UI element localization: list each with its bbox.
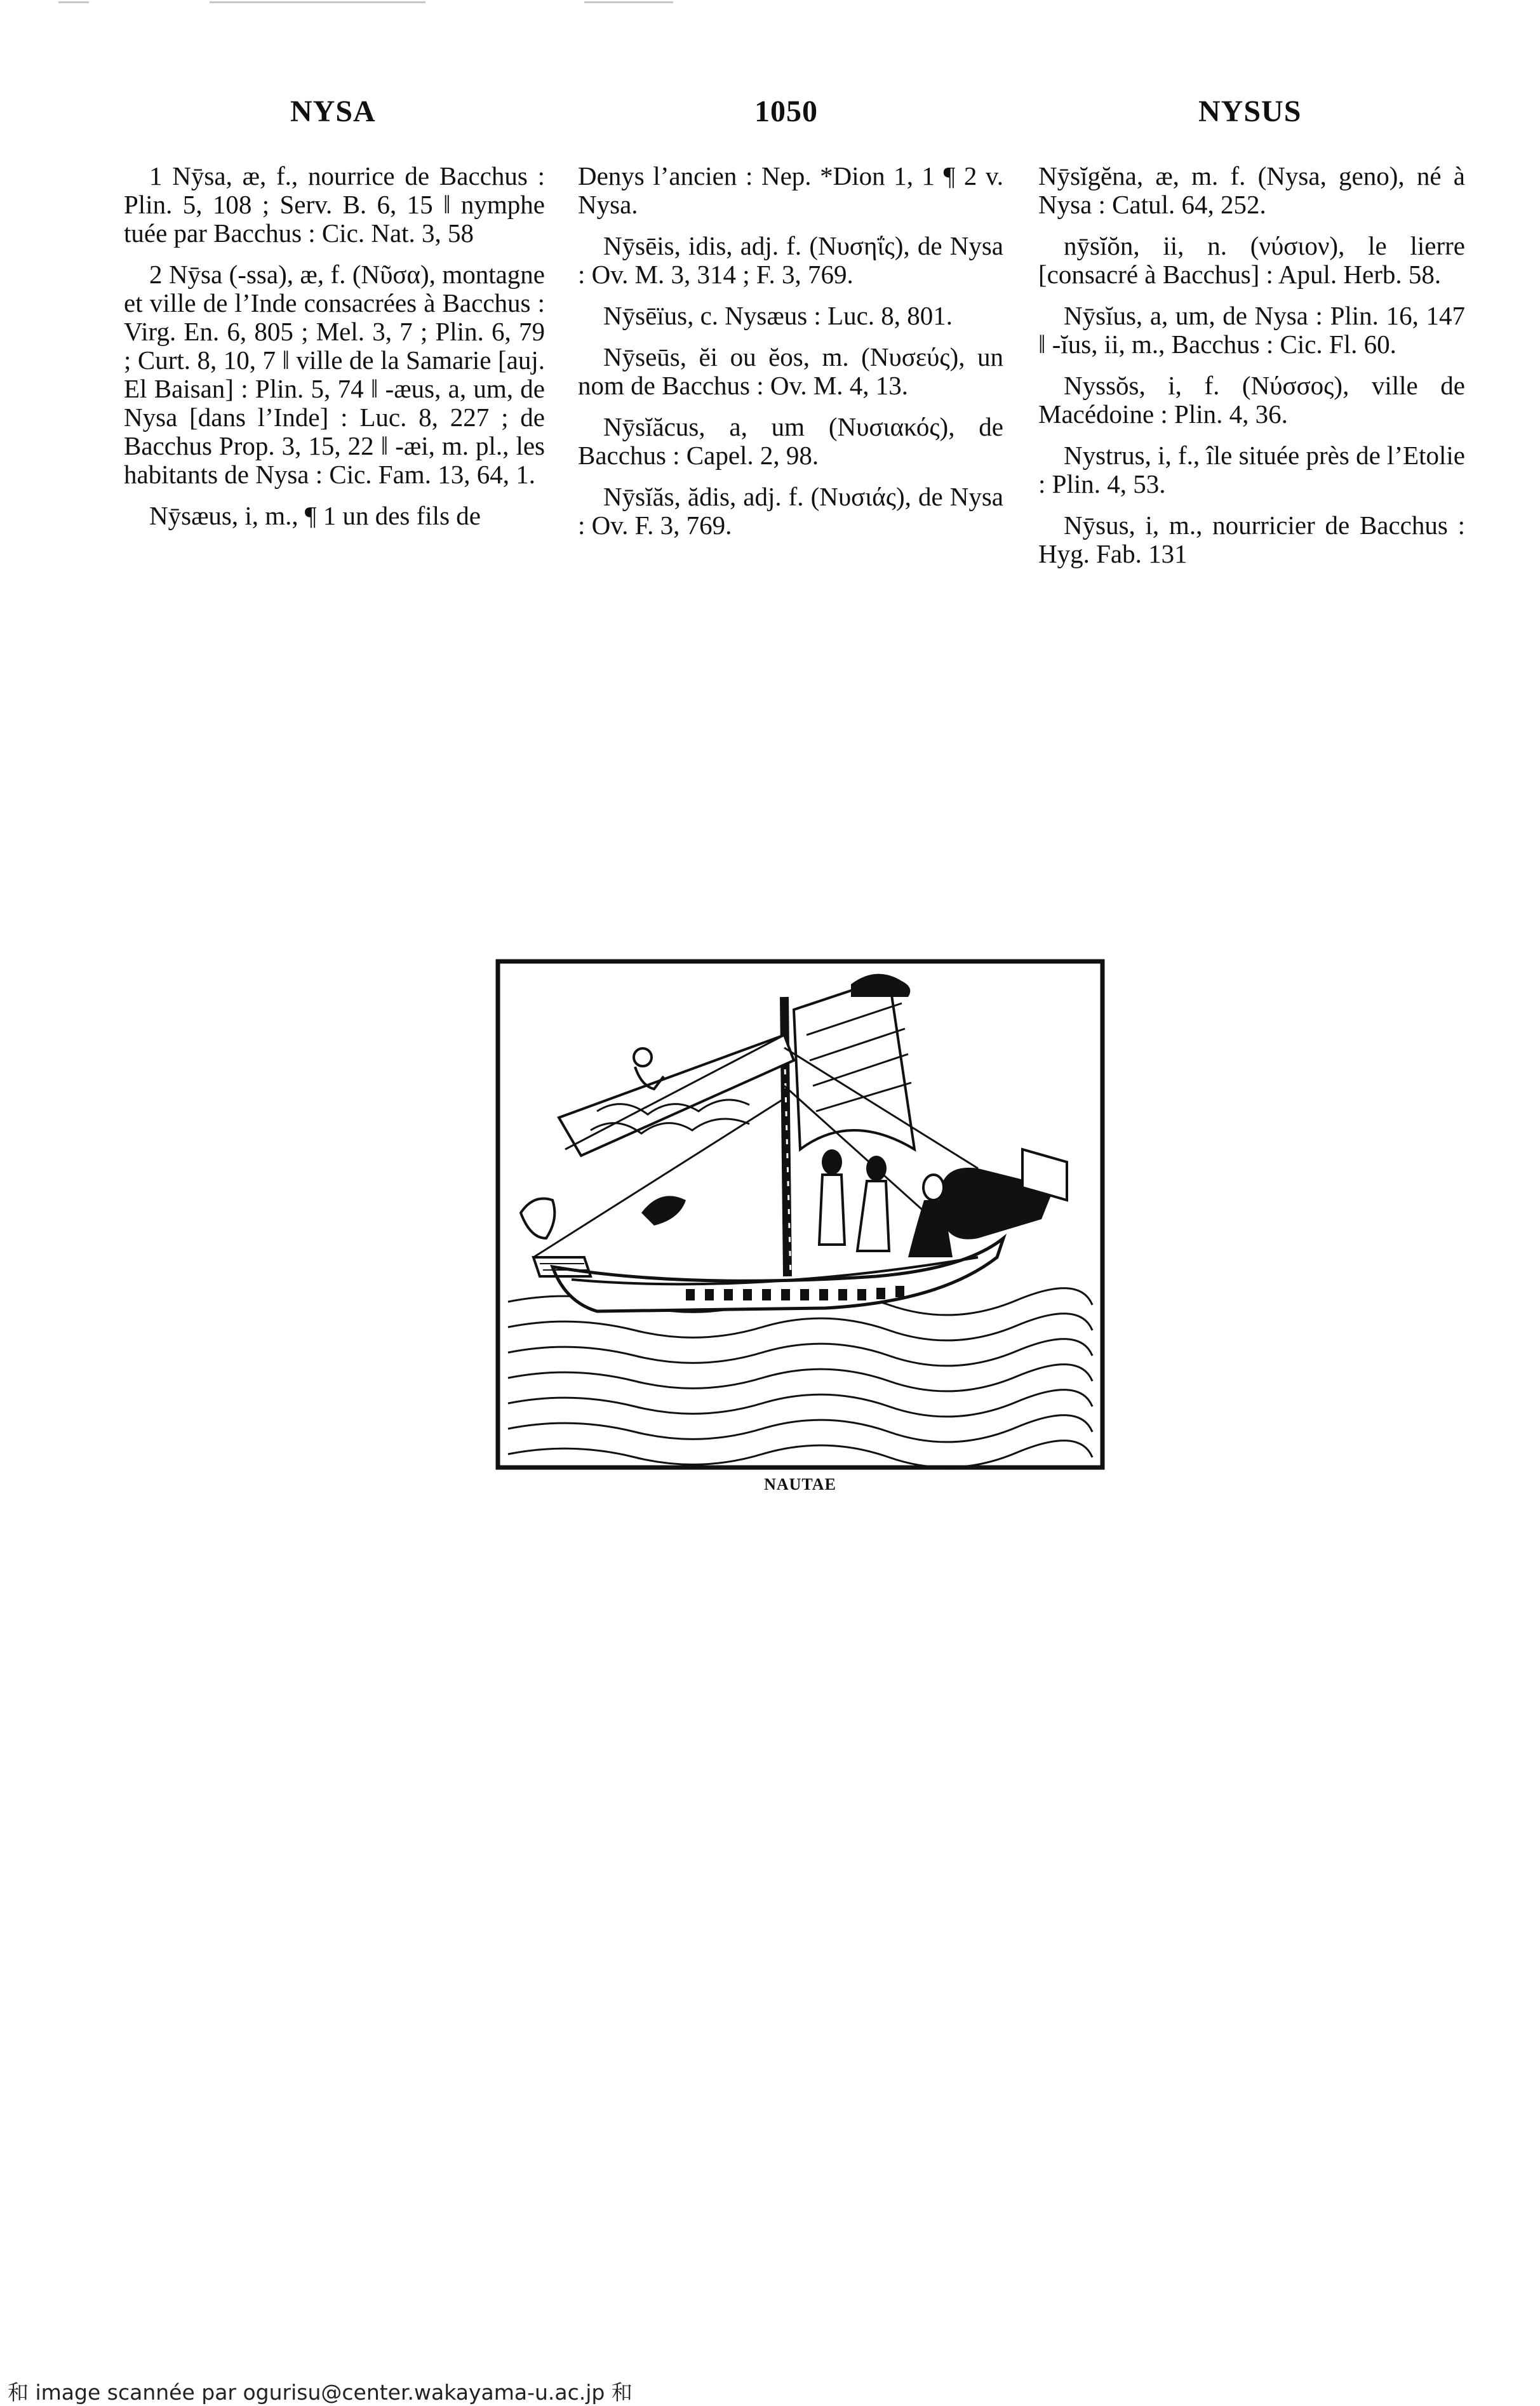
entry-nysa-2: 2 Nȳsa (-ssa), æ, f. (Νῦσα), montagne et ville de l’Inde consacrées à Bacchus : Virg. En. 6, 805 ; Mel. 3, 7 ; Plin. 6, 79 ; Curt. 8, 10, 7 ‖ ville de la Samarie [auj. El Baisan] : Plin. 5, 74 ‖ -æus, a, um, de Nysa [dans l’Inde] : Luc. 8, 227 ; de Bacchus Prop. 3, 15, 22 ‖ -æi, m. pl., les habitants de Nysa : Cic. Fam. 13, 64, 1. <box>124 260 545 489</box>
column-left <box>124 162 545 543</box>
figure-caption: NAUTAE <box>764 1475 836 1494</box>
entry-nysias: Nȳsĭăs, ădis, adj. f. (Νυσιάς), de Nysa : Ov. F. 3, 769. <box>578 482 1003 540</box>
scan-artifact <box>210 1 425 3</box>
entry-nysa-1: 1 Nȳsa, æ, f., nourrice de Bacchus : Plin. 5, 108 ; Serv. B. 6, 15 ‖ nymphe tuée par Bacchus : Cic. Nat. 3, 58 <box>124 161 545 248</box>
entry-nyseius: Nȳsēïus, c. Nysæus : Luc. 8, 801. <box>603 301 953 330</box>
scan-artifact <box>58 1 89 3</box>
entry-nysion: nȳsĭŏn, ii, n. (νύσιον), le lierre [consacré à Bacchus] : Apul. Herb. 58. <box>1038 231 1465 289</box>
entry-nysigena: Nȳsĭgĕna, æ, m. f. (Nysa, geno), né à Nysa : Catul. 64, 252. <box>1038 161 1465 219</box>
entry-nysaeus-continued: Denys l’ancien : Nep. *Dion 1, 1 ¶ 2 v. Nysa. <box>578 161 1003 219</box>
column-right <box>1038 162 1465 581</box>
entry-nyseis: Nȳsēis, idis, adj. f. (Νυσηΐς), de Nysa : Ov. M. 3, 314 ; F. 3, 769. <box>578 231 1003 289</box>
entry-nystrus: Nystrus, i, f., île située près de l’Etolie : Plin. 4, 53. <box>1038 441 1465 498</box>
entry-nysaeus: Nȳsæus, i, m., ¶ 1 un des fils de <box>149 501 481 530</box>
page-number: 1050 <box>754 95 818 128</box>
scan-artifact <box>584 1 673 3</box>
ship-illustration <box>495 959 1105 1470</box>
entry-nysiacus: Nȳsĭăcus, a, um (Νυσιακός), de Bacchus : Capel. 2, 98. <box>578 412 1003 470</box>
running-head-right: NYSUS <box>1198 95 1302 128</box>
running-head-left: NYSA <box>290 95 376 128</box>
scan-credit: 和 image scannée par ogurisu@center.wakayama-u.ac.jp 和 <box>8 2380 633 2405</box>
entry-nyseus: Nȳseūs, ĕi ou ĕos, m. (Νυσεύς), un nom de Bacchus : Ov. M. 4, 13. <box>578 342 1003 400</box>
entry-nysus: Nȳsus, i, m., nourricier de Bacchus : Hyg. Fab. 131 <box>1038 511 1465 568</box>
column-middle <box>578 162 1003 552</box>
entry-nysius: Nȳsĭus, a, um, de Nysa : Plin. 16, 147 ‖ -ĭus, ii, m., Bacchus : Cic. Fl. 60. <box>1038 301 1465 359</box>
entry-nyssos: Nyssŏs, i, f. (Νύσσος), ville de Macédoine : Plin. 4, 36. <box>1038 371 1465 429</box>
